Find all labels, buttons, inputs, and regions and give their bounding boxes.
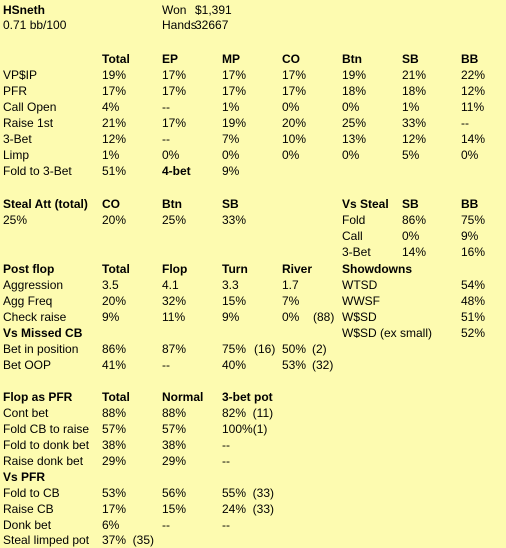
- preflop-cell: 17%: [282, 84, 307, 98]
- flop-pfr-cell: 100%(1): [222, 422, 268, 436]
- vs-pfr-title: Vs PFR: [3, 470, 46, 484]
- missed-cb-cell: 86%: [102, 342, 127, 356]
- postflop-cell: 9%: [102, 310, 120, 324]
- flop-pfr-cell: 88%: [162, 406, 187, 420]
- fourbet-label: 4-bet: [162, 164, 191, 178]
- preflop-header-bb: BB: [461, 52, 479, 66]
- missed-cb-cell: 75%: [222, 342, 247, 356]
- vs-pfr-cell: 17%: [102, 502, 127, 516]
- preflop-cell: 0%: [282, 100, 300, 114]
- postflop-title: Post flop: [3, 262, 55, 276]
- preflop-cell: 14%: [461, 132, 486, 146]
- missed-cb-sample-note: (2): [312, 342, 327, 356]
- preflop-cell: 4%: [102, 100, 120, 114]
- vs-pfr-cell: 56%: [162, 486, 187, 500]
- preflop-cell: 1%: [222, 100, 240, 114]
- preflop-cell: 13%: [342, 132, 367, 146]
- vs-pfr-row-label: Donk bet: [3, 518, 52, 532]
- vs-pfr-row-label: Fold to CB: [3, 486, 60, 500]
- postflop-cell: 9%: [222, 310, 240, 324]
- flop-pfr-header-total: Total: [102, 390, 130, 404]
- preflop-cell: 11%: [461, 100, 485, 114]
- preflop-cell: 19%: [102, 68, 127, 82]
- vs-steal-cell: 16%: [461, 245, 486, 259]
- steal-cell: 20%: [102, 213, 127, 227]
- showdowns-title: Showdowns: [342, 262, 412, 276]
- preflop-header-ep: EP: [162, 52, 179, 66]
- postflop-cell: 4.1: [162, 278, 179, 292]
- missed-cb-sample-note: (16): [254, 342, 276, 356]
- fold-to-3bet-value: 51%: [102, 164, 127, 178]
- showdown-value: 54%: [461, 278, 486, 292]
- missed-cb-sample-note: (32): [312, 358, 334, 372]
- preflop-cell: 0%: [222, 148, 240, 162]
- preflop-cell: 0%: [342, 100, 360, 114]
- flop-pfr-cell: 38%: [102, 438, 127, 452]
- vs-steal-cell: 86%: [402, 213, 427, 227]
- hands-label: Hands: [162, 18, 197, 32]
- preflop-cell: 0%: [282, 148, 300, 162]
- missed-cb-title: Vs Missed CB: [3, 326, 83, 340]
- flop-pfr-cell: --: [222, 438, 230, 452]
- postflop-sample-note: (88): [313, 310, 335, 324]
- preflop-cell: 18%: [342, 84, 367, 98]
- postflop-cell: 32%: [162, 294, 187, 308]
- flop-pfr-cell: 38%: [162, 438, 187, 452]
- vs-steal-row-label: 3-Bet: [342, 245, 371, 259]
- preflop-cell: 12%: [461, 84, 486, 98]
- preflop-cell: 10%: [282, 132, 307, 146]
- postflop-cell: 15%: [222, 294, 247, 308]
- vs-pfr-row-label: Raise CB: [3, 502, 54, 516]
- preflop-cell: 19%: [342, 68, 367, 82]
- preflop-cell: --: [162, 100, 170, 114]
- postflop-cell: 1.7: [282, 278, 299, 292]
- flop-pfr-row-label: Raise donk bet: [3, 454, 84, 468]
- preflop-cell: 1%: [102, 148, 120, 162]
- preflop-row-label: Raise 1st: [3, 116, 54, 130]
- flop-pfr-cell: --: [222, 454, 230, 468]
- missed-cb-cell: 50%: [282, 342, 307, 356]
- flop-pfr-cell: 29%: [102, 454, 127, 468]
- vs-steal-cell: 14%: [402, 245, 427, 259]
- flop-pfr-cell: 82% (11): [222, 406, 274, 420]
- flop-pfr-header-3bet-pot: 3-bet pot: [222, 390, 273, 404]
- missed-cb-cell: 40%: [222, 358, 247, 372]
- fourbet-value: 9%: [222, 164, 240, 178]
- steal-cell: 33%: [222, 213, 247, 227]
- flop-pfr-row-label: Fold to donk bet: [3, 438, 90, 452]
- postflop-row-label: Aggression: [3, 278, 64, 292]
- preflop-cell: 17%: [162, 116, 187, 130]
- postflop-header-river: River: [282, 262, 313, 276]
- showdown-row-label: WWSF: [342, 294, 380, 308]
- steal-header-sb: SB: [222, 197, 239, 211]
- missed-cb-cell: 41%: [102, 358, 127, 372]
- preflop-cell: 25%: [342, 116, 367, 130]
- showdown-value: 48%: [461, 294, 486, 308]
- player-name: HSneth: [3, 3, 45, 17]
- preflop-cell: 18%: [402, 84, 427, 98]
- flop-pfr-cell: 29%: [162, 454, 187, 468]
- steal-header-btn: Btn: [162, 197, 182, 211]
- postflop-cell: 20%: [102, 294, 127, 308]
- preflop-cell: 20%: [282, 116, 307, 130]
- preflop-cell: 12%: [102, 132, 127, 146]
- postflop-cell: 0%: [282, 310, 300, 324]
- vs-steal-header-sb: SB: [402, 197, 419, 211]
- preflop-cell: 17%: [222, 68, 247, 82]
- preflop-header-co: CO: [282, 52, 300, 66]
- steal-header-co: CO: [102, 197, 120, 211]
- steal-title: Steal Att (total): [3, 197, 88, 211]
- won-label: Won: [162, 3, 187, 17]
- postflop-cell: 3.3: [222, 278, 239, 292]
- vs-pfr-cell: 37% (35): [102, 533, 155, 547]
- postflop-row-label: Agg Freq: [3, 294, 53, 308]
- flop-pfr-cell: 88%: [102, 406, 127, 420]
- postflop-header-turn: Turn: [222, 262, 248, 276]
- missed-cb-cell: 53%: [282, 358, 307, 372]
- preflop-cell: 7%: [222, 132, 240, 146]
- preflop-cell: --: [162, 132, 170, 146]
- preflop-cell: 33%: [402, 116, 427, 130]
- flop-pfr-cell: 57%: [162, 422, 187, 436]
- preflop-header-btn: Btn: [342, 52, 362, 66]
- preflop-cell: 12%: [402, 132, 427, 146]
- hands-value: 32667: [195, 18, 229, 32]
- preflop-row-label: 3-Bet: [3, 132, 32, 146]
- showdown-value: 51%: [461, 310, 486, 324]
- preflop-row-label: Limp: [3, 148, 30, 162]
- preflop-cell: 17%: [162, 68, 187, 82]
- postflop-cell: 7%: [282, 294, 300, 308]
- preflop-cell: 17%: [162, 84, 187, 98]
- missed-cb-row-label: Bet in position: [3, 342, 79, 356]
- vs-pfr-cell: 15%: [162, 502, 187, 516]
- vs-steal-cell: 0%: [402, 229, 420, 243]
- showdown-row-label: W$SD (ex small): [342, 326, 433, 340]
- winrate: 0.71 bb/100: [3, 18, 67, 32]
- preflop-cell: 17%: [282, 68, 307, 82]
- preflop-row-label: Call Open: [3, 100, 57, 114]
- fold-to-3bet-label: Fold to 3-Bet: [3, 164, 72, 178]
- vs-pfr-cell: --: [162, 518, 170, 532]
- postflop-header-total: Total: [102, 262, 130, 276]
- flop-pfr-cell: 57%: [102, 422, 127, 436]
- vs-pfr-cell: 6%: [102, 518, 120, 532]
- vs-steal-cell: 75%: [461, 213, 486, 227]
- flop-pfr-header-normal: Normal: [162, 390, 204, 404]
- preflop-row-label: PFR: [3, 84, 27, 98]
- postflop-cell: 11%: [162, 310, 186, 324]
- vs-pfr-row-label: Steal limped pot: [3, 533, 90, 547]
- showdown-value: 52%: [461, 326, 486, 340]
- preflop-cell: 0%: [162, 148, 180, 162]
- postflop-row-label: Check raise: [3, 310, 67, 324]
- vs-steal-row-label: Fold: [342, 213, 366, 227]
- preflop-cell: 17%: [222, 84, 247, 98]
- missed-cb-cell: 87%: [162, 342, 187, 356]
- preflop-header-total: Total: [102, 52, 130, 66]
- preflop-cell: 0%: [342, 148, 360, 162]
- vs-pfr-cell: 55% (33): [222, 486, 275, 500]
- vs-pfr-cell: 53%: [102, 486, 127, 500]
- steal-total: 25%: [3, 213, 28, 227]
- preflop-cell: 17%: [102, 84, 127, 98]
- preflop-row-label: VP$IP: [3, 68, 38, 82]
- preflop-cell: 1%: [402, 100, 420, 114]
- won-value: $1,391: [195, 3, 232, 17]
- preflop-header-sb: SB: [402, 52, 419, 66]
- flop-pfr-row-label: Cont bet: [3, 406, 49, 420]
- vs-steal-title: Vs Steal: [342, 197, 389, 211]
- preflop-cell: 19%: [222, 116, 247, 130]
- vs-steal-header-bb: BB: [461, 197, 479, 211]
- vs-pfr-cell: 24% (33): [222, 502, 275, 516]
- showdown-row-label: W$SD: [342, 310, 377, 324]
- showdown-row-label: WTSD: [342, 278, 378, 292]
- preflop-cell: 21%: [402, 68, 427, 82]
- postflop-header-flop: Flop: [162, 262, 188, 276]
- preflop-cell: --: [461, 116, 469, 130]
- steal-cell: 25%: [162, 213, 187, 227]
- preflop-cell: 22%: [461, 68, 486, 82]
- flop-pfr-row-label: Fold CB to raise: [3, 422, 90, 436]
- preflop-header-mp: MP: [222, 52, 240, 66]
- preflop-cell: 5%: [402, 148, 420, 162]
- preflop-cell: 0%: [461, 148, 479, 162]
- vs-steal-cell: 9%: [461, 229, 479, 243]
- preflop-cell: 21%: [102, 116, 127, 130]
- missed-cb-cell: --: [162, 358, 170, 372]
- vs-pfr-cell: --: [222, 518, 230, 532]
- vs-steal-row-label: Call: [342, 229, 363, 243]
- missed-cb-row-label: Bet OOP: [3, 358, 52, 372]
- postflop-cell: 3.5: [102, 278, 119, 292]
- flop-pfr-title: Flop as PFR: [3, 390, 73, 404]
